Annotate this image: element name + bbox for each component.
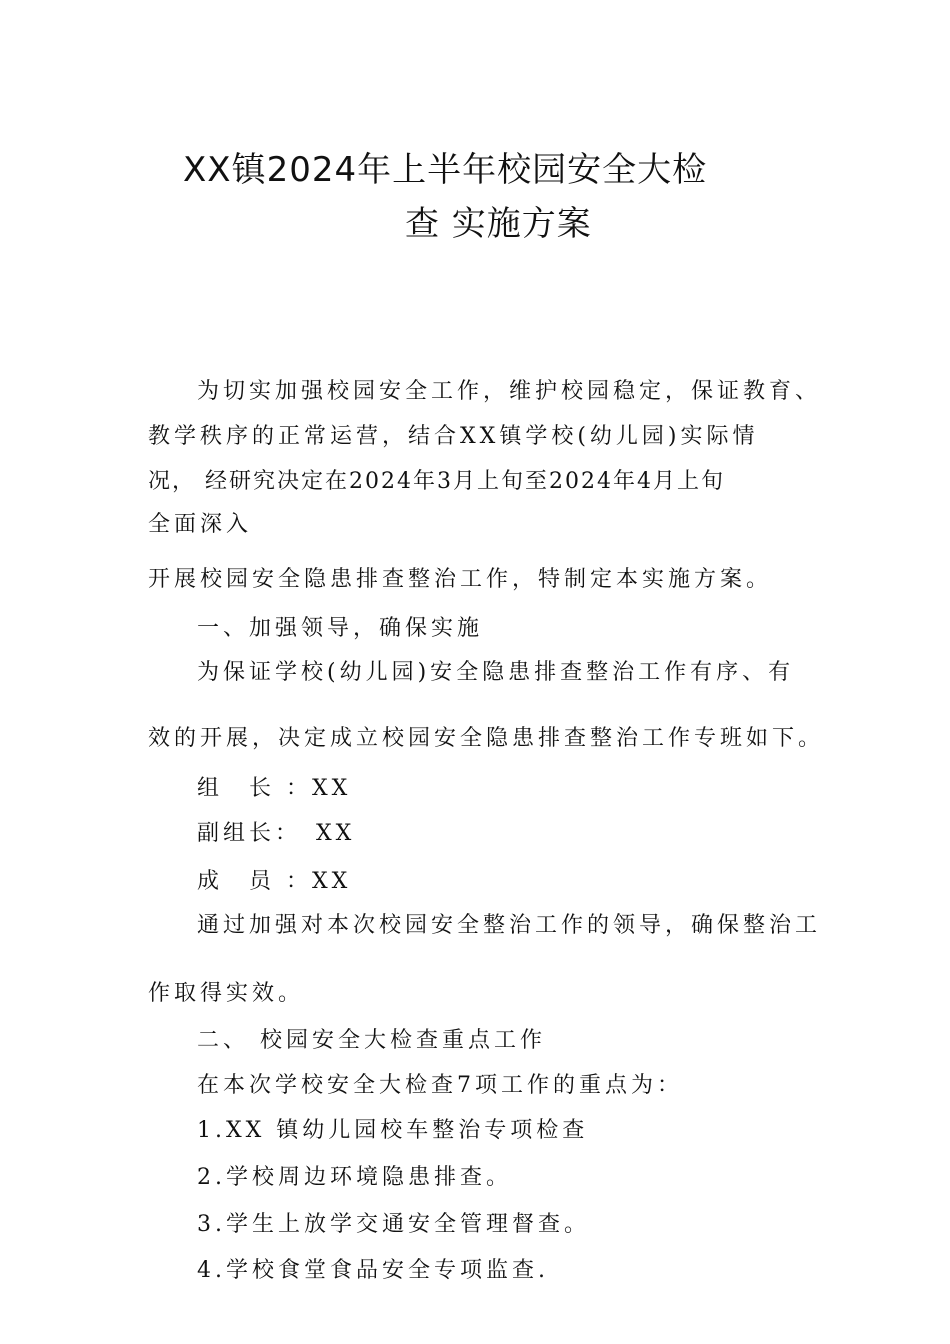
intro-paragraph-line: 教学秩序的正常运营，结合XX镇学校(幼儿园)实际情 — [148, 424, 759, 449]
team-leader: 组 长 ：XX — [197, 776, 352, 801]
section-1-closing-line: 通过加强对本次校园安全整治工作的领导，确保整治工 — [197, 913, 822, 938]
list-item: 4.学校食堂食品安全专项监查. — [197, 1258, 549, 1283]
title-line-1: XX镇2024年上半年校园安全大检 — [183, 150, 708, 190]
list-item: 1.XX 镇幼儿园校车整治专项检查 — [197, 1118, 589, 1143]
list-item: 3.学生上放学交通安全管理督查。 — [197, 1212, 590, 1237]
intro-paragraph-line: 为切实加强校园安全工作，维护校园稳定，保证教育、 — [197, 379, 822, 404]
section-2-heading: 二、 校园安全大检查重点工作 — [197, 1028, 546, 1053]
section-1-paragraph-line: 为保证学校(幼儿园)安全隐患排查整治工作有序、有 — [197, 660, 795, 685]
team-members: 成 员 ：XX — [197, 869, 352, 894]
list-item: 2.学校周边环境隐患排查。 — [197, 1165, 512, 1190]
title-line-2: 查 实施方案 — [405, 204, 592, 244]
intro-paragraph-line: 全面深入 — [148, 512, 253, 537]
intro-paragraph-line: 况， 经研究决定在2024年3月上旬至2024年4月上旬 — [148, 469, 725, 494]
team-deputy-leader: 副组长： XX — [197, 821, 356, 846]
section-1-heading: 一、加强领导，确保实施 — [197, 616, 484, 641]
section-2-intro: 在本次学校安全大检查7项工作的重点为： — [197, 1073, 683, 1098]
section-1-closing-line: 作取得实效。 — [148, 981, 305, 1006]
intro-paragraph-line: 开展校园安全隐患排查整治工作，特制定本实施方案。 — [148, 567, 773, 592]
section-1-paragraph-line: 效的开展，决定成立校园安全隐患排查整治工作专班如下。 — [148, 726, 825, 751]
